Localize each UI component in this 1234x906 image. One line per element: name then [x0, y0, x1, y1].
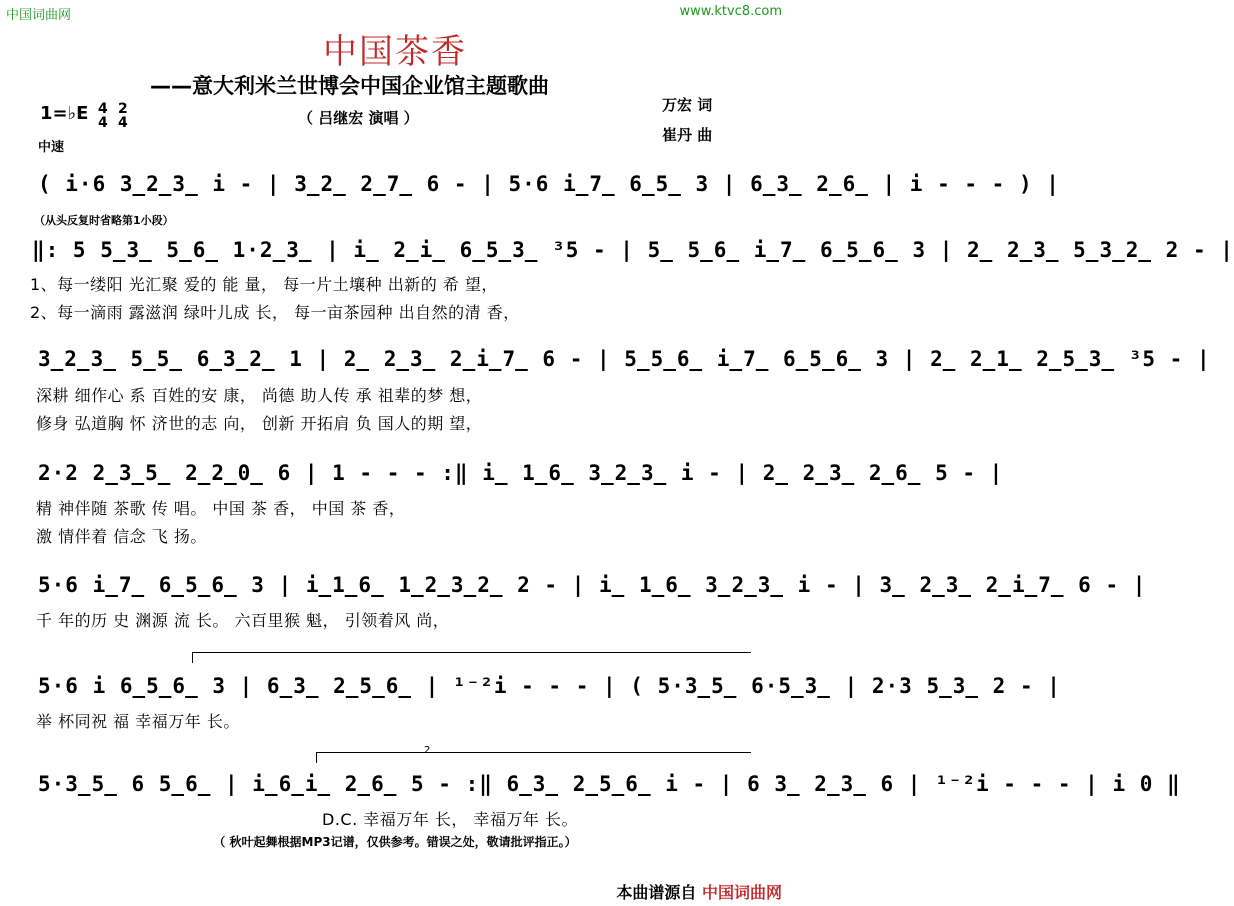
notation-system-6: 5·6 i 6̲5̲6̲ 3 | 6̲3̲ 2̲5̲6̲ | ¹⁻²i - - - | ( 5·3̲5̲ 6·5̲3̲ | 2·3 5̲3̲ 2 - | [38, 674, 1061, 698]
lyric-line: 1、每一缕阳 光汇聚 爱的 能 量， 每一片土壤种 出新的 希 望， [30, 275, 498, 294]
lyric-line: 2、每一滴雨 露滋润 绿叶儿成 长， 每一亩茶园种 出自然的清 香， [30, 303, 520, 322]
song-subtitle: ——意大利米兰世博会中国企业馆主题歌曲 [150, 74, 549, 98]
time-signature-a [98, 102, 108, 130]
notation-system-3: 3̲2̲3̲ 5̲5̲ 6̲3̲2̲ 1 | 2̲ 2̲3̲ 2̲i̲7̲ 6 - | 5̲5̲6̲ i̲7̲ 6̲5̲6̲ 3 | 2̲ 2̲1̲ 2̲5̲3̲ ³5 - | [38, 347, 1211, 371]
second-ending-bracket [316, 752, 751, 763]
source-credit [616, 880, 782, 903]
lyricist-credit: 万宏 词 [662, 96, 713, 114]
notation-system-4: 2·2 2̲3̲5̲ 2̲2̲0̲ 6 | 1 - - - :‖ i̲ 1̲6̲ 3̲2̲3̲ i - | 2̲ 2̲3̲ 2̲6̲ 5 - | [38, 461, 1004, 485]
lyric-line: 修身 弘道胸 怀 济世的志 向， 创新 开拓肩 负 国人的期 望， [36, 414, 483, 433]
notation-system-5: 5·6 i̲7̲ 6̲5̲6̲ 3 | i̲1̲6̲ 1̲2̲3̲2̲ 2 - | i̲ 1̲6̲ 3̲2̲3̲ i - | 3̲ 2̲3̲ 2̲i̲7̲ 6 - | [38, 573, 1147, 597]
meter-b-bottom: 4 [118, 115, 128, 131]
source-site[interactable]: 中国词曲网 [701, 883, 782, 902]
second-ending-label: 2 [424, 745, 431, 756]
notation-system-1: ( i·6 3̲2̲3̲ i - | 3̲2̲ 2̲7̲ 6 - | 5·6 i̲7̲ 6̲5̲ 3 | 6̲3̲ 2̲6̲ | i - - - ) | [38, 172, 1060, 196]
meter-a-top: 4 [98, 101, 108, 117]
lyric-line: 千 年的历 史 渊源 流 长。 六百里猴 魁， 引领着风 尚， [36, 611, 450, 630]
time-signature-b [118, 102, 128, 130]
key-signature: 1=♭E [40, 103, 89, 124]
first-ending-bracket [192, 652, 751, 663]
lyric-line: 激 情伴着 信念 飞 扬。 [36, 527, 207, 546]
watermark-right: www.ktvc8.com [679, 4, 782, 19]
notation-system-7: 5·3̲5̲ 6 5̲6̲ | i̲6̲i̲ 2̲6̲ 5 - :‖ 6̲3̲ 2̲5̲6̲ i - | 6 3̲ 2̲3̲ 6 | ¹⁻²i - - - | i 0 ‖ [38, 772, 1181, 796]
lyric-line: 深耕 细作心 系 百姓的安 康， 尚德 助人传 承 祖辈的梦 想， [36, 386, 483, 405]
singer-credit: （ 吕继宏 演唱 ） [298, 109, 419, 127]
source-prefix: 本曲谱源自 [616, 883, 697, 902]
meter-b-top: 2 [118, 101, 128, 117]
lyric-line: 精 神伴随 茶歌 传 唱。 中国 茶 香， 中国 茶 香， [36, 499, 406, 518]
notation-system-2: ‖: 5 5̲3̲ 5̲6̲ 1·2̲3̲ | i̲ 2̲i̲ 6̲5̲3̲ ³5 - | 5̲ 5̲6̲ i̲7̲ 6̲5̲6̲ 3 | 2̲ 2̲3̲ 5̲3̲2̲ 2 - | [32, 238, 1234, 262]
repeat-note: （从头反复时省略第1小段） [34, 214, 174, 227]
meter-a-bottom: 4 [98, 115, 108, 131]
watermark-left: 中国词曲网 [6, 8, 72, 23]
composer-credit: 崔丹 曲 [662, 126, 713, 144]
tempo-marking: 中速 [38, 140, 65, 155]
lyric-line: 举 杯同祝 福 幸福万年 长。 [36, 712, 240, 731]
transcription-note: （ 秋叶起舞根据MP3记谱，仅供参考。错误之处，敬请批评指正。） [213, 835, 577, 849]
lyric-line: D.C. 幸福万年 长， 幸福万年 长。 [322, 810, 579, 829]
song-title: 中国茶香 [323, 32, 467, 72]
